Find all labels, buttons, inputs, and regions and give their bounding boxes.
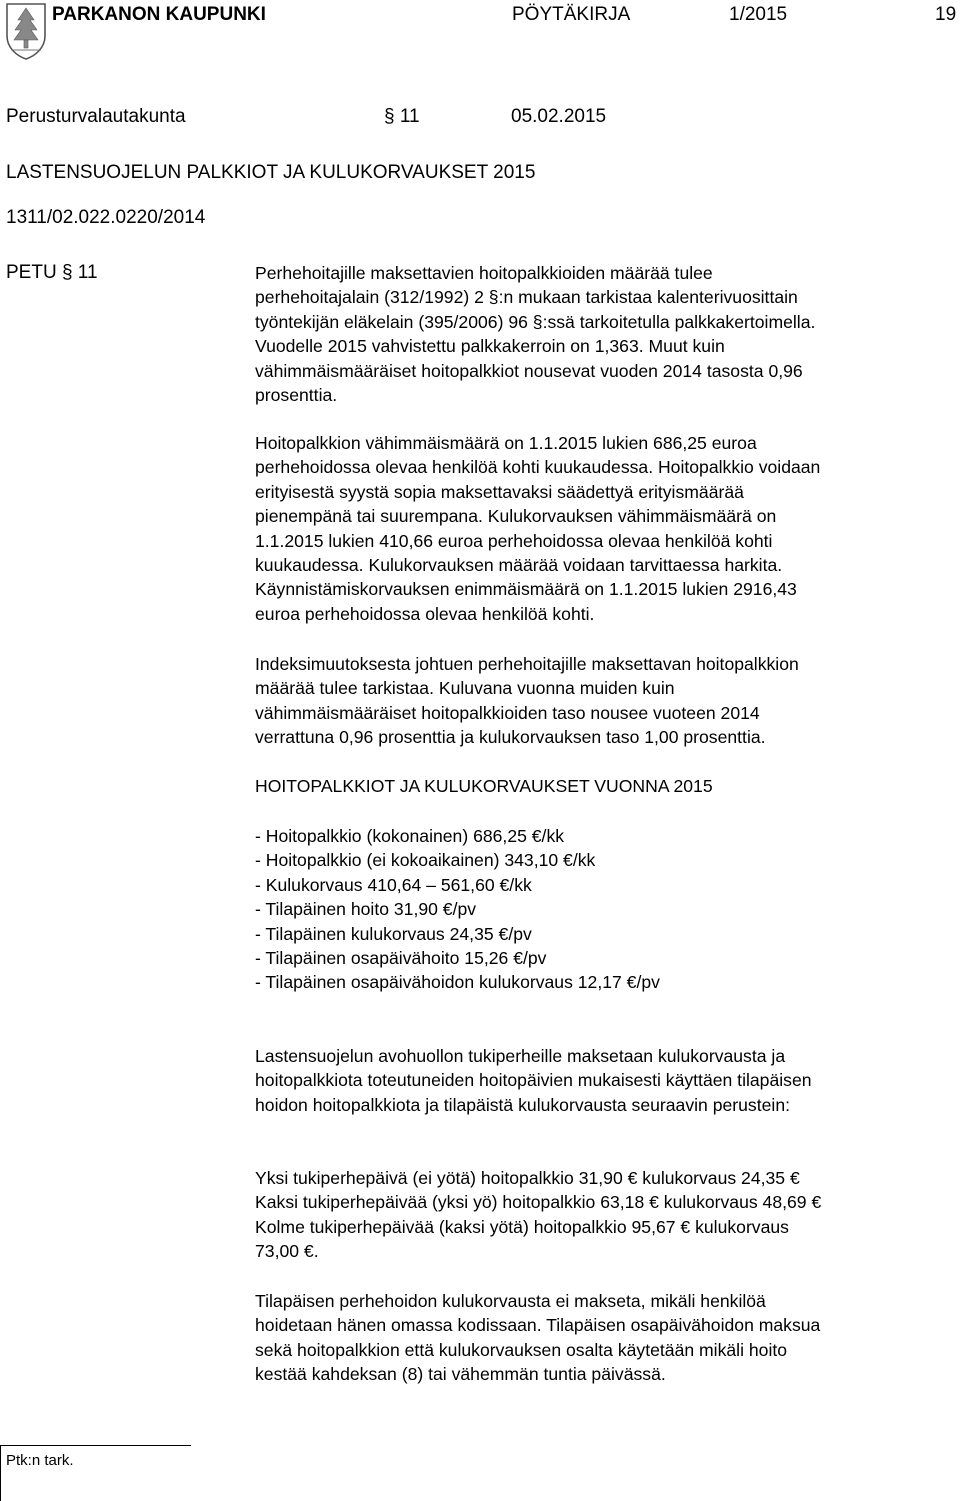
footer-divider [0, 1445, 191, 1446]
text-line: Vuodelle 2015 vahvistettu palkkakerroin on 1,363. Muut kuin [255, 336, 725, 357]
text-line: Hoitopalkkion vähimmäismäärä on 1.1.2015 lukien 686,25 euroa [255, 433, 757, 453]
paragraph-payment-review [255, 261, 955, 407]
list-item: - Tilapäinen kulukorvaus 24,35 €/pv [255, 923, 532, 944]
text-line: erityisestä syystä sopia maksettavaksi säädettyä erityismäärää [255, 481, 744, 502]
text-line: Kaksi tukiperhepäivää (yksi yö) hoitopalkkio 63,18 € kulukorvaus 48,69 € [255, 1192, 822, 1213]
section-heading: HOITOPALKKIOT JA KULUKORVAUKSET VUONNA 2015 [255, 776, 713, 796]
document-type: PÖYTÄKIRJA [512, 4, 631, 25]
rates-heading [255, 774, 955, 798]
text-line: euroa perhehoidossa olevaa henkilöä kohti. [255, 603, 595, 624]
text-line: Perhehoitajille maksettavien hoitopalkkioiden määrää tulee [255, 263, 713, 283]
text-line: sekä hoitopalkkion että kulukorvauksen osalta käytetään mikäli hoito [255, 1339, 788, 1360]
text-line: Kolme tukiperhepäivää (kaksi yötä) hoitopalkkio 95,67 € kulukorvaus [255, 1216, 789, 1237]
text-line: kestää kahdeksan (8) tai vähemmän tuntia päivässä. [255, 1364, 666, 1385]
list-item: - Kulukorvaus 410,64 – 561,60 €/kk [255, 874, 532, 895]
text-line: verrattuna 0,96 prosenttia ja kulukorvauksen taso 1,00 prosenttia. [255, 727, 766, 748]
text-line: perhehoitajalain (312/1992) 2 §:n mukaan tarkistaa kalenterivuosittain [255, 287, 798, 308]
organization-name: PARKANON KAUPUNKI [52, 4, 266, 25]
topic-title: LASTENSUOJELUN PALKKIOT JA KULUKORVAUKSET 2015 [6, 162, 536, 183]
petu-label: PETU § 11 [6, 262, 98, 283]
text-line: määrää tulee tarkistaa. Kuluvana vuonna muiden kuin [255, 678, 675, 699]
meeting-date: 05.02.2015 [511, 106, 607, 127]
section-number: § 11 [384, 106, 420, 127]
list-item: - Tilapäinen osapäivähoidon kulukorvaus 12,17 €/pv [255, 972, 660, 993]
text-line: 1.1.2015 lukien 410,66 euroa perhehoidossa olevaa henkilöä kohti [255, 530, 773, 551]
text-line: hoitopalkkiota toteutuneiden hoitopäivien mukaisesti käyttäen tilapäisen [255, 1070, 812, 1091]
text-line: perhehoidossa olevaa henkilöä kohti kuukaudessa. Hoitopalkkio voidaan [255, 457, 821, 478]
text-line: pienempänä tai suurempana. Kulukorvauksen vähimmäismäärä on [255, 506, 777, 527]
text-line: vähimmäismääräiset hoitopalkkioiden taso nousee vuoteen 2014 [255, 702, 760, 723]
paragraph-temporary-care [255, 1289, 955, 1387]
ptk-label: Ptk:n tark. [6, 1452, 74, 1469]
paragraph-support-families [255, 1044, 955, 1117]
footer-box-edge [0, 1445, 1, 1501]
paragraph-minimum-amounts [255, 431, 955, 626]
text-line: vähimmäismääräiset hoitopalkkiot nousevat vuoden 2014 tasosta 0,96 [255, 360, 803, 381]
text-line: Tilapäisen perhehoidon kulukorvausta ei makseta, mikäli henkilöä [255, 1291, 766, 1311]
text-line: Indeksimuutoksesta johtuen perhehoitajille maksettavan hoitopalkkion [255, 654, 799, 674]
paragraph-index-change [255, 652, 955, 750]
list-item: - Hoitopalkkio (kokonainen) 686,25 €/kk [255, 826, 565, 846]
text-line: 73,00 €. [255, 1241, 319, 1262]
list-item: - Tilapäinen hoito 31,90 €/pv [255, 899, 477, 920]
text-line: kuukaudessa. Kulukorvauksen määrää voidaan tarvittaessa harkita. [255, 555, 783, 576]
paragraph-support-days [255, 1166, 955, 1264]
page-number: 19 [935, 4, 957, 25]
list-item: - Tilapäinen osapäivähoito 15,26 €/pv [255, 948, 547, 969]
record-id: 1311/02.022.0220/2014 [6, 207, 206, 228]
committee-name: Perusturvalautakunta [6, 106, 186, 127]
rates-list [255, 824, 955, 995]
document-number: 1/2015 [729, 4, 788, 25]
list-item: - Hoitopalkkio (ei kokoaikainen) 343,10 €/kk [255, 850, 596, 871]
text-line: Lastensuojelun avohuollon tukiperheille maksetaan kulukorvausta ja [255, 1046, 786, 1066]
text-line: työntekijän eläkelain (395/2006) 96 §:ssä tarkoitetulla palkkakertoimella. [255, 311, 816, 332]
text-line: hoidon hoitopalkkiota ja tilapäistä kulukorvausta seuraavin perustein: [255, 1094, 790, 1115]
text-line: Käynnistämiskorvauksen enimmäismäärä on 1.1.2015 lukien 2916,43 [255, 579, 797, 600]
city-coat-of-arms-icon [5, 2, 47, 60]
text-line: Yksi tukiperhepäivä (ei yötä) hoitopalkkio 31,90 € kulukorvaus 24,35 € [255, 1168, 800, 1188]
text-line: prosenttia. [255, 385, 338, 406]
text-line: hoidetaan hänen omassa kodissaan. Tilapäisen osapäivähoidon maksua [255, 1315, 821, 1336]
